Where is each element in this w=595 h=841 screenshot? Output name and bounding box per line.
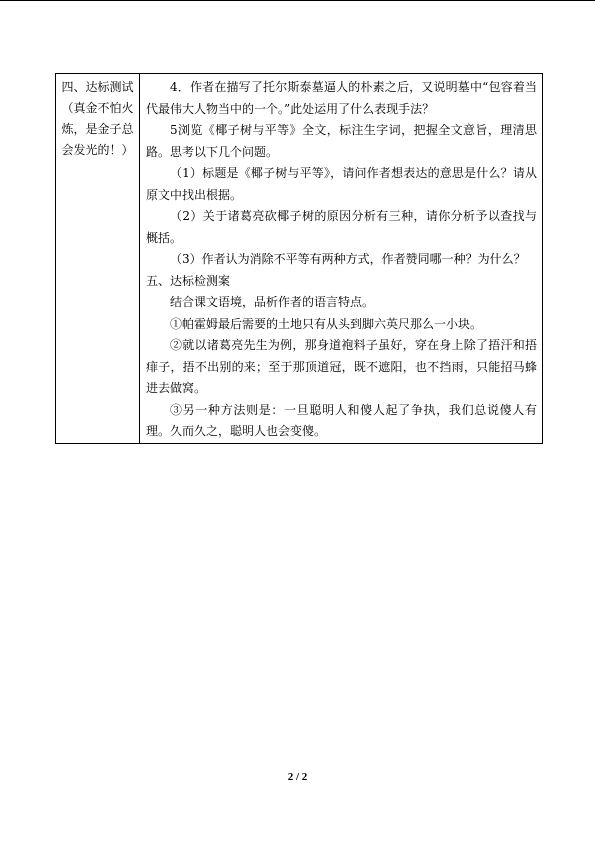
sub-question-2: （2）关于诸葛亮砍椰子树的原因分析有三种，请你分析予以查找与概括。 [146,209,537,245]
example-sentence-2: ②就以诸葛亮先生为例，那身道袍料子虽好，穿在身上除了捂汗和捂痱子，捂不出别的来；至于那顶道冠，既不遮阳，也不挡雨，只能招马蜂进去做窝。 [146,338,537,395]
section-five-instruction: 结合课文语境，品析作者的语言特点。 [170,295,375,309]
example-sentence-1: ①帕霍姆最后需要的土地只有从头到脚六英尺那么一小块。 [170,316,483,331]
sub-question-1: （1）标题是《椰子树与平等》，请问作者想表达的意思是什么？请从原文中找出根据。 [146,166,537,202]
section-content-cell [140,74,543,444]
section-five-heading: 五、达标检测案 [146,273,231,288]
page-number: 2 / 2 [287,771,308,783]
section-content [140,74,542,443]
question-4: 4．作者在描写了托尔斯泰墓逼人的朴素之后，又说明墓中“包容着当代最伟大人物当中的一个。”此处运用了什么表现手法？ [146,80,537,116]
section-label: 四、达标测试（真金不怕火炼，是金子总会发光的！） [61,80,134,157]
page-top-rule [0,0,595,1]
section-label-cell [56,74,140,444]
table-row [56,74,543,444]
sub-question-3: （3）作者认为消除不平等有两种方式，作者赞同哪一种？为什么？ [170,252,526,266]
lesson-table [55,73,543,444]
example-sentence-3: ③另一种方法则是：一旦聪明人和傻人起了争执，我们总说傻人有理。久而久之，聪明人也会变傻。 [146,402,537,438]
question-5: 5浏览《椰子树与平等》全文，标注生字词，把握全文意旨，理清思路。思考以下几个问题。 [146,123,537,159]
